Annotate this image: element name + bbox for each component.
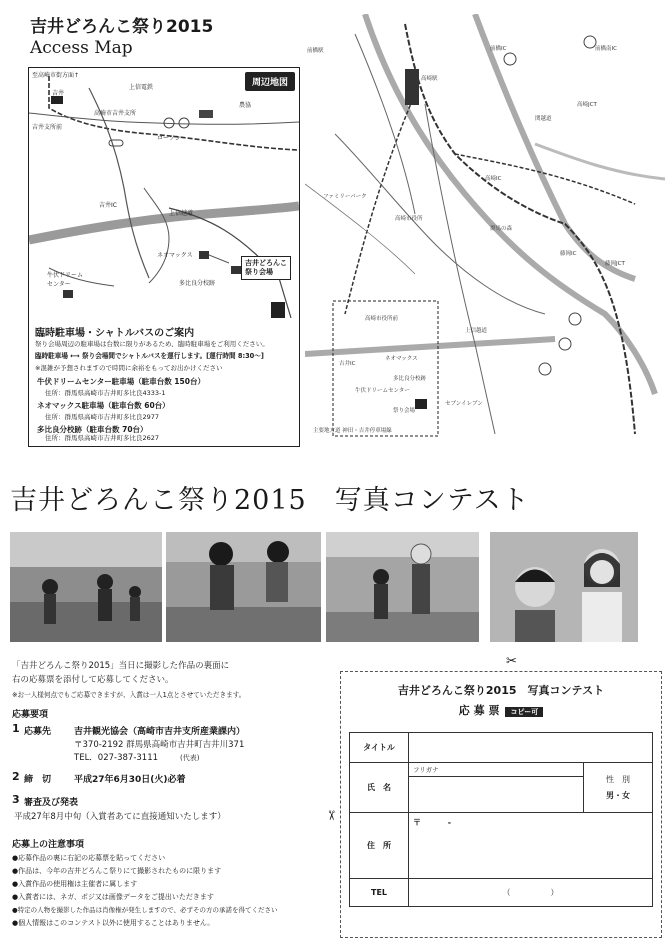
map-label-yoshii-ic: 吉井IC (99, 202, 117, 209)
photo-4 (490, 532, 638, 642)
contest-title: 吉井どろんこ祭り2015 写真コンテスト (10, 485, 530, 516)
wide-label-10: 吉井IC (339, 361, 356, 367)
wide-label-6: 藤岡JCT (605, 261, 625, 267)
map-label-yoshii-sta: 吉井支所前 (32, 124, 63, 131)
postal-field[interactable]: 〒 - (409, 813, 653, 879)
intro-line-2: 右の応募票を添付して応募してください。 (12, 675, 174, 685)
wide-label-11: ネオマックス (385, 356, 418, 362)
map-label-lawson: ローソン (157, 135, 181, 142)
requirements-title: 応募要項 (12, 710, 49, 720)
entry-table (349, 732, 653, 907)
map-label-yoshii: 吉井 (52, 90, 65, 97)
item3-label: 審査及び発表 (24, 798, 79, 808)
note-3: ●入賞作品の使用権は主催者に属します (12, 880, 138, 888)
photo-2 (166, 532, 321, 642)
note-6: ●個人情報はこのコンテスト以外に使用することはありません。 (12, 919, 215, 927)
area-map-tag: 周辺地図 (245, 72, 295, 91)
copy-badge: コピー可 (505, 707, 543, 717)
gender-cell[interactable] (584, 763, 653, 813)
photo-1 (10, 532, 162, 642)
form-title: 吉井どろんこ祭り2015 写真コンテスト (397, 684, 605, 697)
photo-3 (326, 532, 479, 642)
wide-label-7: 高崎IC (485, 176, 502, 182)
map-label-agriculture: 農協 (239, 102, 252, 109)
wide-label-13: 牛伏ドリームセンター (355, 388, 410, 394)
map-label-top-left: 至高崎市街方面↑ (32, 72, 80, 79)
wide-label-3: 前橋南IC (595, 46, 617, 52)
form-subtitle-row (341, 702, 661, 718)
note-4: ●入賞者には、ネガ、ポジ又は画像データをご提出いただきます (12, 893, 214, 901)
wide-label-12: 多比良分校跡 (393, 376, 427, 382)
row-name-label: 氏 名 (350, 763, 409, 813)
parking-lot-3: 多比良分校跡（駐車台数 70台） (37, 425, 148, 434)
wide-label-19: ファミリーパーク (323, 194, 367, 200)
parking-lot-2: ネオマックス駐車場（駐車台数 60台） (37, 401, 170, 410)
parking-lot-1: 牛伏ドリームセンター駐車場（駐車台数 150台） (37, 377, 205, 386)
notes-title: 応募上の注意事項 (12, 840, 85, 850)
intro-line-3: ※お一人様何点でもご応募できますが、入賞は一人1点とさせていただきます。 (12, 691, 246, 699)
item1-tel: TEL．027-387-3111 (74, 753, 159, 763)
gender-label: 性 別 (606, 774, 630, 784)
map-label-kamishin: 上信電鉄 (129, 84, 154, 91)
form-subtitle: 応 募 票 (458, 704, 500, 717)
parking-note-1: 祭り会場周辺の駐車場は台数に限りがあるため、臨時駐車場をご利用ください。 (35, 340, 269, 348)
row-title-label: タイトル (350, 733, 409, 763)
furigana-label: フリガナ (409, 763, 584, 777)
venue-label: 吉井どろんこ 祭り会場 (241, 256, 291, 280)
item1-label: 応募先 (24, 727, 52, 737)
wide-label-15: セブンイレブン (445, 401, 483, 407)
wide-label-4: 高崎JCT (577, 102, 597, 108)
wide-label-0: 前橋駅 (307, 48, 324, 54)
title-field[interactable] (409, 733, 653, 763)
gender-options: 男・女 (606, 790, 630, 800)
row-tel-label: TEL (350, 879, 409, 907)
wide-label-8: 高崎市役所 (395, 216, 423, 222)
item3-num: 3 (12, 793, 20, 806)
wide-label-16: 上信越道 (465, 328, 488, 334)
name-field[interactable] (409, 777, 584, 813)
scissors-icon: ✂ (322, 810, 338, 821)
map-label-school: 多比良分校跡 (179, 280, 216, 287)
page-title: 吉井どろんこ祭り2015 (30, 17, 214, 37)
row-address-label: 住 所 (350, 813, 409, 879)
area-map (28, 67, 300, 447)
item1-num: 1 (12, 722, 20, 735)
item2-value: 平成27年6月30日(火)必着 (74, 775, 186, 785)
map-label-expressway: 上信越道 (169, 210, 194, 217)
entry-form (340, 671, 662, 938)
item1-org: 吉井観光協会（高崎市吉井支所産業課内） (74, 727, 246, 737)
note-2: ●作品は、今年の吉井どろんこ祭りにて撮影されたものに限ります (12, 867, 222, 875)
wide-label-20: 高崎市役所前 (365, 316, 399, 322)
scissors-icon: ✂ (506, 654, 517, 669)
wide-label-18: 主要地方道 神田・吉井停車場線 (313, 428, 392, 434)
note-1: ●応募作品の裏に右記の応募票を貼ってください (12, 854, 166, 862)
map-label-takasaki-office: 高崎市吉井支所 (94, 110, 137, 117)
parking-note-2: 臨時駐車場 ⟷ 祭り会場間でシャトルバスを運行します。[運行時間 8:30〜] (35, 352, 264, 360)
parking-lot-1-addr: 住所：群馬県高崎市吉井町多比良4333-1 (45, 389, 166, 397)
parking-title: 臨時駐車場・シャトルバスのご案内 (35, 328, 195, 339)
item2-num: 2 (12, 770, 20, 783)
wide-label-2: 前橋IC (490, 46, 507, 52)
intro-line-1: 「吉井どろんこ祭り2015」当日に撮影した作品の裏面に (12, 661, 230, 671)
parking-lot-2-addr: 住所：群馬県高崎市吉井町多比良2977 (45, 413, 160, 421)
parking-note-3: ※混雑が予想されますので時間に余裕をもってお出かけください (35, 364, 223, 372)
parking-lot-3-addr: 住所：群馬県高崎市吉井町多比良2627 (45, 434, 160, 442)
map-label-neomax: ネオマックス (157, 252, 193, 259)
map-label-dome: 牛伏ドリーム センター (47, 272, 84, 288)
wide-label-14: 祭り会場 (393, 408, 416, 414)
wide-label-17: 関越道 (535, 116, 552, 122)
note-5: ●特定の人物を撮影した作品は肖像権が発生しますので、必ずその方の承諾を得てください (12, 906, 278, 914)
page-subtitle: Access Map (30, 38, 133, 58)
wide-area-map (305, 14, 665, 454)
wide-label-1: 高崎駅 (421, 76, 438, 82)
item2-label: 締 切 (24, 775, 52, 785)
wide-label-5: 藤岡IC (560, 251, 577, 257)
item1-addr: 〒370-2192 群馬県高崎市吉井町吉井川371 (74, 740, 245, 750)
wide-label-9: 群馬の森 (490, 226, 513, 232)
item1-tel-note: (代表) (180, 754, 200, 762)
item3-value: 平成27年8月中旬（入賞者あてに直接通知いたします） (14, 812, 226, 822)
tel-field[interactable]: （ ） (409, 879, 653, 907)
